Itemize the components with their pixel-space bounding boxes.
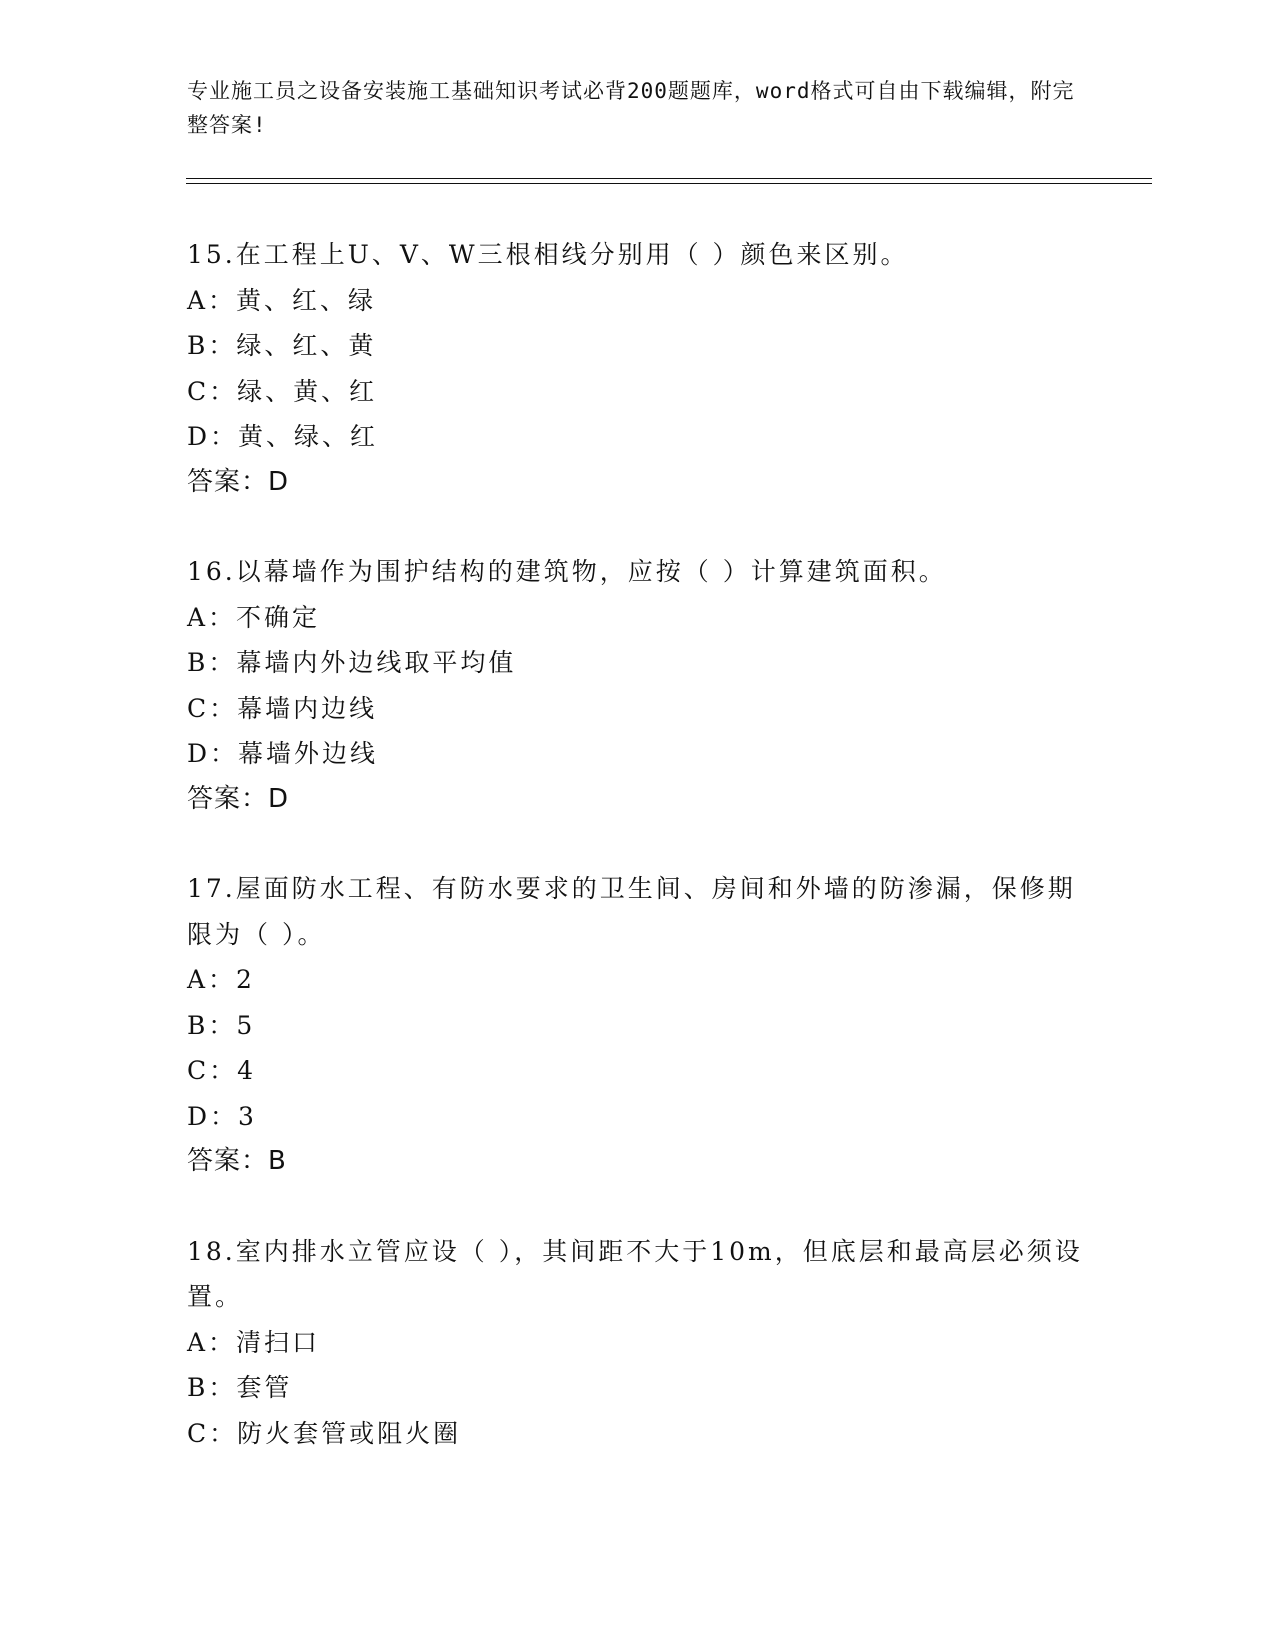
option-b: B：绿、红、黄 bbox=[187, 331, 377, 360]
header-divider bbox=[186, 178, 1152, 184]
document-header: 专业施工员之设备安装施工基础知识考试必背200题题库，word格式可自由下载编辑，附完整答案! bbox=[187, 79, 1075, 137]
option-c: C：幕墙内边线 bbox=[187, 693, 378, 723]
question-list bbox=[187, 232, 1087, 1500]
option-d: D：3 bbox=[187, 1101, 257, 1131]
option-c: C：防火套管或阻火圈 bbox=[187, 1418, 462, 1448]
answer-line: 答案：D bbox=[187, 466, 290, 497]
option-a: A：清扫口 bbox=[187, 1327, 321, 1357]
question-stem: 16.以幕墙作为围护结构的建筑物，应按（ ）计算建筑面积。 bbox=[187, 557, 947, 586]
answer-line: 答案：D bbox=[187, 783, 290, 814]
option-d: D：黄、绿、红 bbox=[187, 422, 379, 451]
option-b: B：幕墙内外边线取平均值 bbox=[187, 648, 517, 677]
question-stem: 18.室内排水立管应设（ ），其间距不大于10m，但底层和最高层必须设置。 bbox=[187, 1236, 1083, 1311]
question-18 bbox=[187, 1229, 1087, 1457]
option-a: A：不确定 bbox=[187, 602, 321, 632]
question-15 bbox=[187, 232, 1087, 505]
answer-line: 答案：B bbox=[187, 1146, 287, 1176]
option-b: B：套管 bbox=[187, 1373, 293, 1402]
question-16 bbox=[187, 549, 1087, 822]
option-c: C：4 bbox=[187, 1056, 257, 1085]
option-d: D：幕墙外边线 bbox=[187, 739, 379, 768]
option-a: A：2 bbox=[187, 965, 255, 994]
option-b: B：5 bbox=[187, 1010, 256, 1040]
question-17 bbox=[187, 866, 1087, 1185]
question-stem: 15.在工程上U、V、W三根相线分别用（ ）颜色来区别。 bbox=[187, 240, 909, 269]
question-stem: 17.屋面防水工程、有防水要求的卫生间、房间和外墙的防渗漏，保修期限为（ ）。 bbox=[187, 874, 1076, 949]
option-c: C：绿、黄、红 bbox=[187, 376, 378, 406]
option-a: A：黄、红、绿 bbox=[187, 285, 377, 315]
